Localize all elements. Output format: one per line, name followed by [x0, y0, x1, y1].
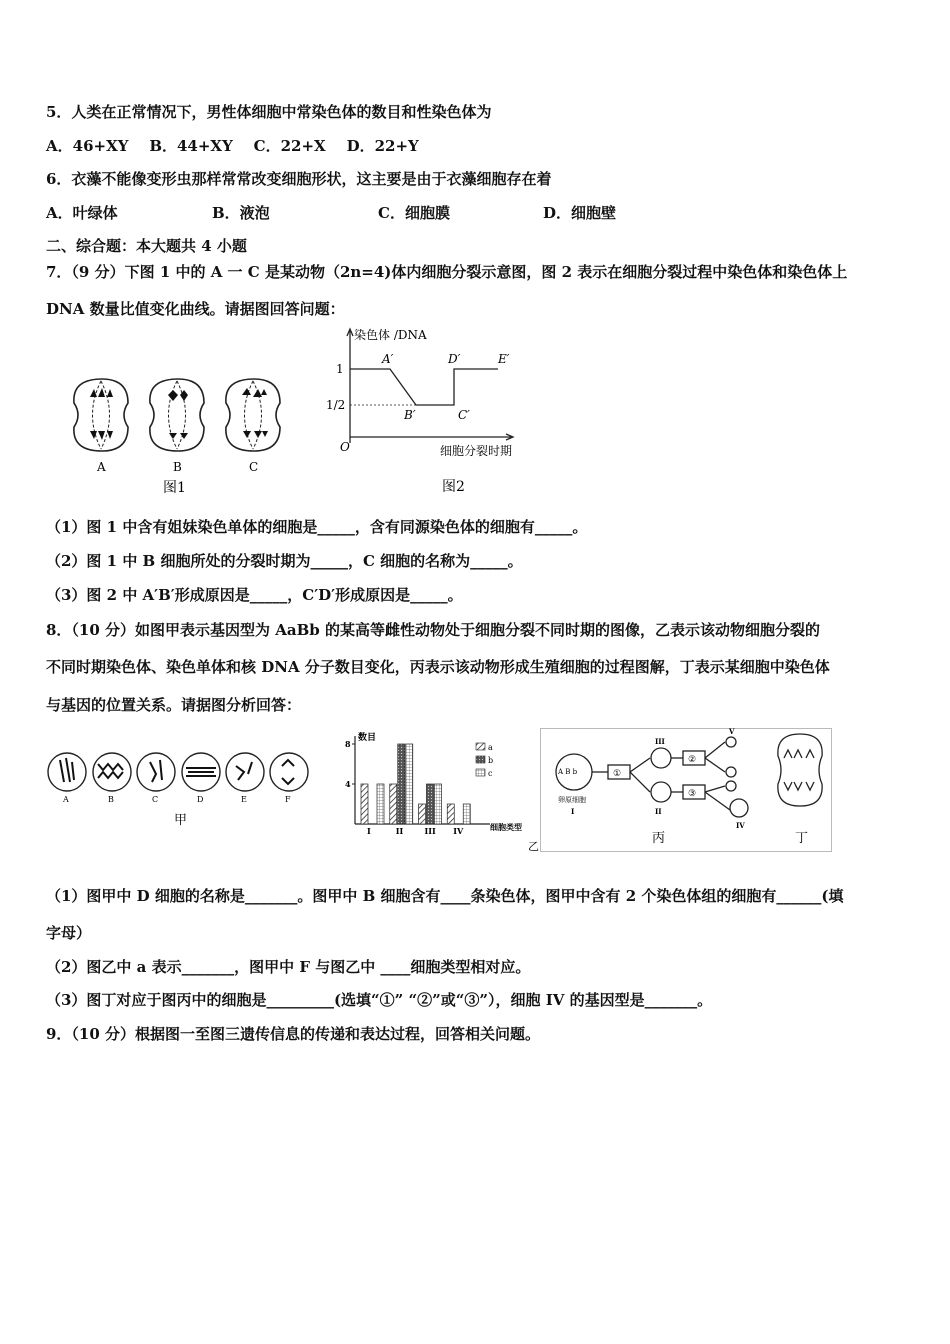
bing-start-label: 卵原细胞 [558, 796, 586, 804]
yi-legend-c: c [488, 769, 493, 778]
yi-legend-b: b [488, 756, 494, 765]
bing-genes: A B b [558, 768, 578, 776]
yi-caption: 乙 [528, 840, 539, 853]
q6-option-b: B．液泡 [212, 204, 270, 222]
jia-label-b: B [108, 795, 114, 804]
fig2-caption: 图2 [442, 479, 465, 495]
yi-xlabel: 细胞类型 [490, 822, 522, 832]
yi-bar-c-II [406, 744, 413, 824]
q7-stem-line2: DNA 数量比值变化曲线。请据图回答问题： [46, 300, 345, 318]
jia-label-c: C [152, 795, 159, 804]
section-heading: 二、综合题：本大题共 4 小题 [46, 237, 247, 255]
yi-bar-b-II [398, 744, 405, 824]
q8-stem-line2: 不同时期染色体、染色单体和核 DNA 分子数目变化，丙表示该动物形成生殖细胞的过程图解，丁表示某细胞中染色体 [46, 658, 830, 676]
yi-xtick-III: III [424, 826, 436, 836]
fig1-label-a: A [97, 460, 106, 474]
q8-figure-yi-chart [340, 728, 540, 853]
yi-bar-c-IV [463, 804, 470, 824]
fig2-point-d: D′ [448, 352, 461, 366]
yi-legend [476, 743, 493, 778]
bing-caption: 丙 [652, 831, 666, 846]
q6-option-c: C．细胞膜 [378, 204, 450, 222]
jia-label-d: D [197, 795, 204, 804]
q5-options: A．46+XY B．44+XY C．22+X D．22+Y [46, 137, 419, 155]
q7-sub1: （1）图 1 中含有姐妹染色单体的细胞是_____，含有同源染色体的细胞有_____。 [46, 518, 588, 536]
q7-figure2 [320, 325, 520, 495]
q8-stem-line3: 与基因的位置关系。请据图分析回答： [46, 696, 302, 714]
bing-roman-1: I [571, 807, 575, 816]
jia-label-f: F [285, 795, 291, 804]
q8-stem-line1: 8．（10 分）如图甲表示基因型为 AaBb 的某高等雌性动物处于细胞分裂不同时期的图像，乙表示该动物细胞分裂的 [46, 621, 821, 639]
jia-caption: 甲 [174, 813, 188, 828]
yi-bar-c-I [377, 784, 384, 824]
q5-stem: 5．人类在正常情况下，男性体细胞中常染色体的数目和性染色体为 [46, 103, 492, 121]
q9-stem: 9．（10 分）根据图一至图三遗传信息的传递和表达过程，回答相关问题。 [46, 1025, 541, 1043]
fig2-point-b: B′ [404, 408, 416, 422]
yi-bar-a-III [419, 804, 426, 824]
yi-legend-a: a [488, 743, 493, 752]
fig2-xlabel: 细胞分裂时期 [440, 444, 513, 458]
jia-label-e: E [241, 795, 247, 804]
q6-stem: 6．衣藻不能像变形虫那样常常改变细胞形状，这主要是由于衣藻细胞存在着 [46, 170, 552, 188]
q8-figure-bing [540, 728, 832, 852]
yi-xtick-II: II [395, 826, 404, 836]
yi-bar-a-IV [447, 804, 454, 824]
ding-cell [778, 734, 822, 806]
jia-label-a: A [63, 795, 69, 804]
q7-sub2: （2）图 1 中 B 细胞所处的分裂时期为_____，C 细胞的名称为_____。 [46, 552, 523, 570]
yi-ytick-8: 8 [345, 739, 351, 749]
yi-bar-b-III [427, 784, 434, 824]
q6-option-a: A．叶绿体 [46, 204, 118, 222]
bing-roman-2: II [655, 807, 662, 816]
bing-roman-4: IV [736, 821, 745, 830]
fig2-ytick-1: 1 [336, 362, 344, 376]
yi-xtick-IV: IV [453, 826, 464, 836]
bing-roman-5: V [729, 727, 735, 736]
fig1-label-b: B [173, 460, 182, 474]
fig2-ylabel: 染色体 /DNA [354, 328, 427, 342]
yi-ylabel: 数目 [358, 733, 377, 743]
yi-bar-a-II [390, 784, 397, 824]
fig2-ytick-half: 1/2 [326, 398, 346, 412]
q8-sub1-line1: （1）图甲中 D 细胞的名称是_______。图甲中 B 细胞含有____条染色体，图甲中含有 2 个染色体组的细胞有______(填 [46, 887, 844, 905]
q6-option-d: D．细胞壁 [543, 204, 617, 222]
bing-node-1: ① [613, 769, 622, 779]
q7-stem-line1: 7．（9 分）下图 1 中的 A 一 C 是某动物（2n=4)体内细胞分裂示意图，图 2 表示在细胞分裂过程中染色体和染色体上 [46, 263, 848, 281]
q8-sub2: （2）图乙中 a 表示_______，图甲中 F 与图乙中 ____细胞类型相对应。 [46, 958, 531, 976]
q8-sub3: （3）图丁对应于图丙中的细胞是_________(选填“①” “②”或“③”），细胞 IV 的基因型是_______。 [46, 991, 713, 1009]
q8-figure-jia [46, 748, 311, 838]
bing-roman-3: III [655, 737, 665, 746]
yi-bar-c-III [435, 784, 442, 824]
fig2-point-a: A′ [382, 352, 394, 366]
q7-figure1 [68, 375, 288, 495]
fig2-point-c: C′ [458, 408, 470, 422]
q7-sub3: （3）图 2 中 A′B′形成原因是_____，C′D′形成原因是_____。 [46, 586, 463, 604]
fig2-origin: O [340, 440, 350, 454]
q8-sub1-line2: 字母） [46, 924, 92, 942]
fig1-label-c: C [249, 460, 259, 474]
bing-node-2: ② [688, 755, 697, 765]
fig2-point-e: E′ [498, 352, 510, 366]
ding-caption: 丁 [795, 831, 809, 846]
bing-node-3: ③ [688, 789, 697, 799]
yi-bar-a-I [361, 784, 368, 824]
yi-xtick-I: I [367, 826, 371, 836]
yi-ytick-4: 4 [345, 779, 351, 789]
fig1-caption: 图1 [163, 480, 186, 496]
